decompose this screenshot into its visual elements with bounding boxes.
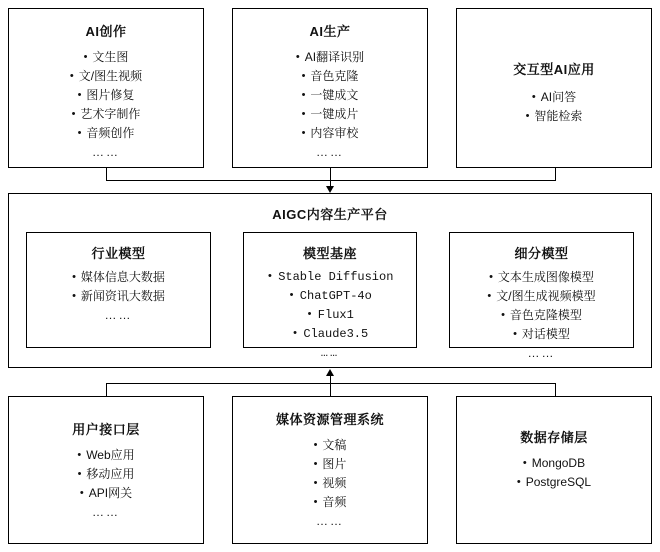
node-industry-model (26, 232, 211, 348)
list-item: • 艺术字制作 (9, 105, 203, 124)
connector-stub-ai-creation (106, 168, 107, 180)
list-item: • API网关 (9, 484, 203, 503)
platform-title: AIGC内容生产平台 (272, 207, 388, 222)
list-item: • MongoDB (457, 454, 651, 473)
node-title: 媒体资源管理系统 (275, 412, 384, 427)
list-item: • ChatGPT-4o (244, 287, 416, 306)
list-item: • 图片修复 (9, 86, 203, 105)
node-item-list (233, 436, 427, 531)
list-item-ellipsis: …… (527, 346, 556, 360)
list-item: • 对话模型 (450, 325, 633, 344)
list-item: • PostgreSQL (457, 473, 651, 492)
list-item: • 一键成片 (233, 105, 427, 124)
list-item: • 内容审校 (233, 124, 427, 143)
connector-horizontal-top (106, 180, 556, 181)
node-item-list (450, 268, 633, 363)
list-item: • Stable Diffusion (244, 268, 416, 287)
connector-stub-ai-production (330, 168, 331, 180)
list-item: • 音频创作 (9, 124, 203, 143)
node-item-list (457, 88, 651, 126)
list-item-ellipsis: …… (316, 145, 344, 159)
list-item: • AI翻译识别 (233, 48, 427, 67)
connector-up-to-platform (330, 375, 331, 383)
list-item: • 图片 (233, 455, 427, 474)
list-item: • 媒体信息大数据 (27, 268, 210, 287)
node-ai-production (232, 8, 428, 168)
node-fine-grained-model (449, 232, 634, 360)
list-item: • 文本生成图像模型 (450, 268, 633, 287)
list-item: • Claude3.5 (244, 325, 416, 344)
node-title: 模型基座 (302, 246, 357, 261)
list-item: • 文生图 (9, 48, 203, 67)
list-item-ellipsis: …… (92, 145, 120, 159)
node-item-list (457, 454, 651, 492)
arrow-into-platform-bottom (326, 369, 334, 376)
list-item-ellipsis: …… (320, 346, 340, 360)
node-user-interface-layer (8, 396, 204, 544)
list-item: • 文稿 (233, 436, 427, 455)
list-item: • 音频 (233, 493, 427, 512)
connector-stub-ai-interactive (555, 168, 556, 180)
connector-horizontal-bottom (106, 383, 556, 384)
node-title: 用户接口层 (72, 422, 140, 437)
node-title: 数据存储层 (520, 430, 588, 445)
list-item-ellipsis: …… (104, 308, 133, 322)
connector-stub-media-resource (330, 383, 331, 396)
list-item-ellipsis: …… (92, 505, 120, 519)
list-item: • 音色克隆 (233, 67, 427, 86)
node-title: 交互型AI应用 (513, 62, 595, 77)
node-item-list (27, 268, 210, 325)
node-title: 行业模型 (91, 246, 146, 261)
arrow-into-platform (326, 186, 334, 193)
list-item-ellipsis: …… (316, 514, 344, 528)
list-item: • 一键成文 (233, 86, 427, 105)
node-item-list (9, 446, 203, 522)
node-title: AI生产 (309, 24, 351, 39)
node-media-resource-management (232, 396, 428, 544)
list-item: • 文/图生视频 (9, 67, 203, 86)
list-item: • 音色克隆模型 (450, 306, 633, 325)
list-item: • 视频 (233, 474, 427, 493)
list-item: • Flux1 (244, 306, 416, 325)
node-item-list (244, 268, 416, 363)
list-item: • 智能检索 (457, 107, 651, 126)
node-ai-creation (8, 8, 204, 168)
node-title: AI创作 (85, 24, 127, 39)
node-item-list (233, 48, 427, 162)
node-item-list (9, 48, 203, 162)
node-model-base (243, 232, 417, 360)
list-item: • AI问答 (457, 88, 651, 107)
connector-stub-ui-layer (106, 383, 107, 396)
connector-stub-data-storage (555, 383, 556, 396)
list-item: • 文/图生成视频模型 (450, 287, 633, 306)
list-item: • 新闻资讯大数据 (27, 287, 210, 306)
list-item: • 移动应用 (9, 465, 203, 484)
list-item: • Web应用 (9, 446, 203, 465)
node-title: 细分模型 (514, 246, 569, 261)
node-data-storage-layer (456, 396, 652, 544)
node-ai-interactive-app (456, 8, 652, 168)
